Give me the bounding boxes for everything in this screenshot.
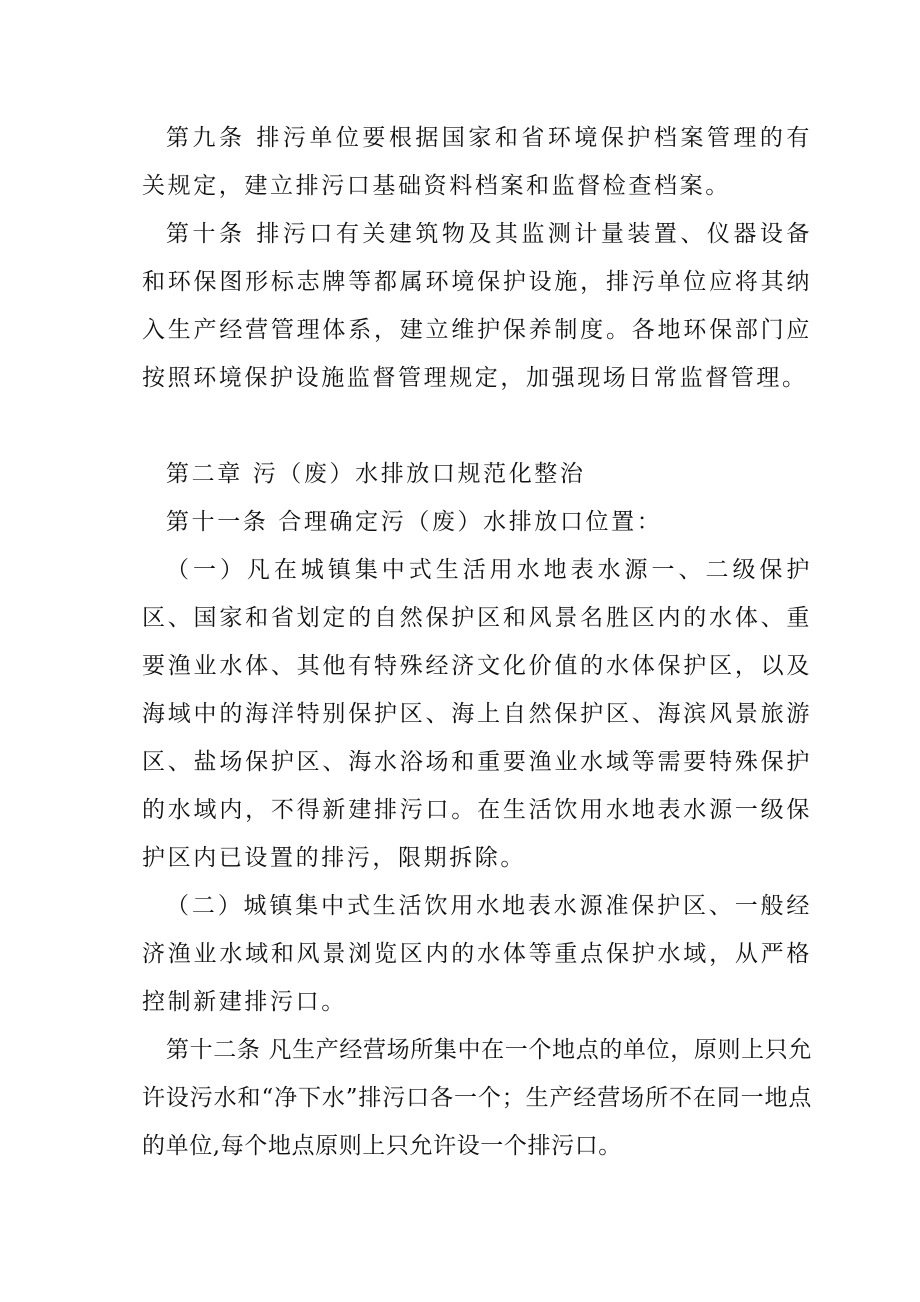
- article-10-paragraph: 第十条 排污口有关建筑物及其监测计量装置、仪器设备和环保图形标志牌等都属环境保护设施，排污单位应将其纳入生产经营管理体系，建立维护保养制度。各地环保部门应按照环境保护设施监督管理规定，加强现场日常监督管理。: [142, 221, 812, 391]
- article-12-paragraph: 第十二条 凡生产经营场所集中在一个地点的单位，原则上只允许设污水和“净下水”排污口各一个；生产经营场所不在同一地点的单位,每个地点原则上只允许设一个排污口。: [142, 1037, 812, 1159]
- article-11-item-2-paragraph: （二）城镇集中式生活饮用水地表水源准保护区、一般经济渔业水域和风景浏览区内的水体等重点保护水域，从严格控制新建排污口。: [142, 893, 812, 1015]
- article-9-paragraph: 第九条 排污单位要根据国家和省环境保护档案管理的有关规定，建立排污口基础资料档案和监督检查档案。: [142, 125, 812, 199]
- document-body: [142, 114, 812, 1170]
- chapter-2-heading: 第二章 污（废）水排放口规范化整治: [166, 461, 586, 487]
- article-11-item-1-paragraph: （一）凡在城镇集中式生活用水地表水源一、二级保护区、国家和省划定的自然保护区和风景名胜区内的水体、重要渔业水体、其他有特殊经济文化价值的水体保护区，以及海域中的海洋特别保护区、海上自然保护区、海滨风景旅游区、盐场保护区、海水浴场和重要渔业水域等需要特殊保护的水域内，不得新建排污口。在生活饮用水地表水源一级保护区内已设置的排污，限期拆除。: [142, 557, 812, 871]
- article-11-paragraph: 第十一条 合理确定污（废）水排放口位置：: [166, 509, 663, 535]
- section-spacer: [142, 402, 812, 450]
